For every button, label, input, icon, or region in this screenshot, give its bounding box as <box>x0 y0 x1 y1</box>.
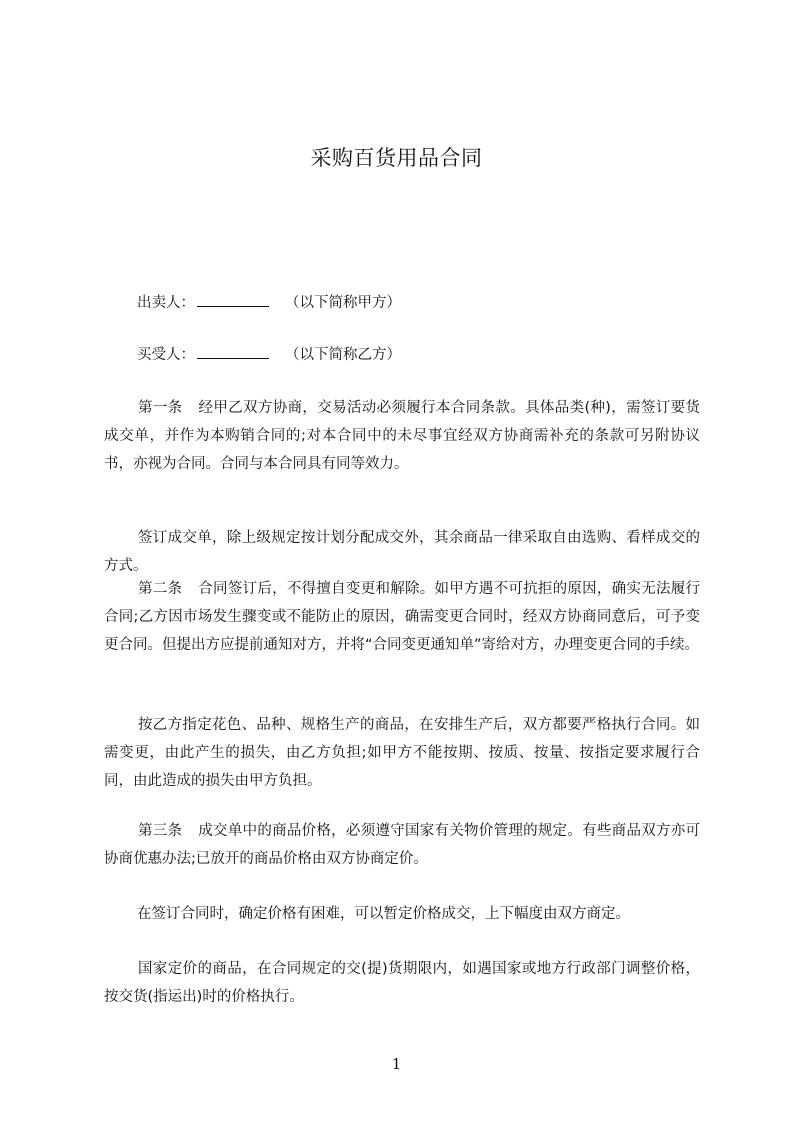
article-3-paragraph <box>104 817 700 873</box>
paragraph-selection-method <box>104 524 700 580</box>
article-2-paragraph <box>104 575 700 659</box>
seller-label: 出卖人： <box>137 295 195 311</box>
paragraph-text: 国家定价的商品，在合同规定的交(提)货期限内，如遇国家或地方行政部门调整价格，按交货(指运出)时的价格执行。 <box>104 961 700 1005</box>
seller-line <box>137 292 401 313</box>
buyer-name-blank <box>197 344 269 359</box>
buyer-suffix: （以下简称乙方） <box>285 347 401 363</box>
article-3-number: 第三条 <box>138 823 183 839</box>
article-2-number: 第二条 <box>138 581 183 597</box>
seller-name-blank <box>197 292 269 307</box>
page-number: 1 <box>391 1055 402 1073</box>
buyer-label: 买受人： <box>137 347 195 363</box>
paragraph-text: 签订成交单，除上级规定按计划分配成交外，其余商品一律采取自由选购、看样成交的方式。 <box>104 530 700 574</box>
buyer-line <box>137 344 401 365</box>
paragraph-production-changes <box>104 711 700 795</box>
contract-title: 采购百货用品合同 <box>310 146 483 170</box>
article-1-number: 第一条 <box>138 400 183 416</box>
article-3-text: 成交单中的商品价格，必须遵守国家有关物价管理的规定。有些商品双方亦可协商优惠办法;已放开的商品价格由双方协商定价。 <box>104 823 701 867</box>
paragraph-text: 按乙方指定花色、品种、规格生产的商品，在安排生产后，双方都要严格执行合同。如需变更，由此产生的损失，由乙方负担;如甲方不能按期、按质、按量、按指定要求履行合同，由此造成的损失由甲方负担。 <box>104 717 700 789</box>
article-1-text: 经甲乙双方协商，交易活动必须履行本合同条款。具体品类(种)，需签订要货成交单，并作为本购销合同的;对本合同中的未尽事宜经双方协商需补充的条款可另附协议书，亦视为合同。合同与本合同具有同等效力。 <box>104 400 701 472</box>
seller-suffix: （以下简称甲方） <box>285 295 401 311</box>
paragraph-text: 在签订合同时，确定价格有困难，可以暂定价格成交，上下幅度由双方商定。 <box>137 906 630 922</box>
paragraph-state-pricing <box>104 955 700 1011</box>
article-1-paragraph <box>104 394 700 478</box>
paragraph-provisional-price <box>104 900 700 928</box>
article-2-text: 合同签订后，不得擅自变更和解除。如甲方遇不可抗拒的原因，确实无法履行合同;乙方因市场发生骤变或不能防止的原因，确需变更合同时，经双方协商同意后，可予变更合同。但提出方应提前通知对方，并将“合同变更通知单”寄给对方，办理变更合同的手续。 <box>104 581 701 653</box>
